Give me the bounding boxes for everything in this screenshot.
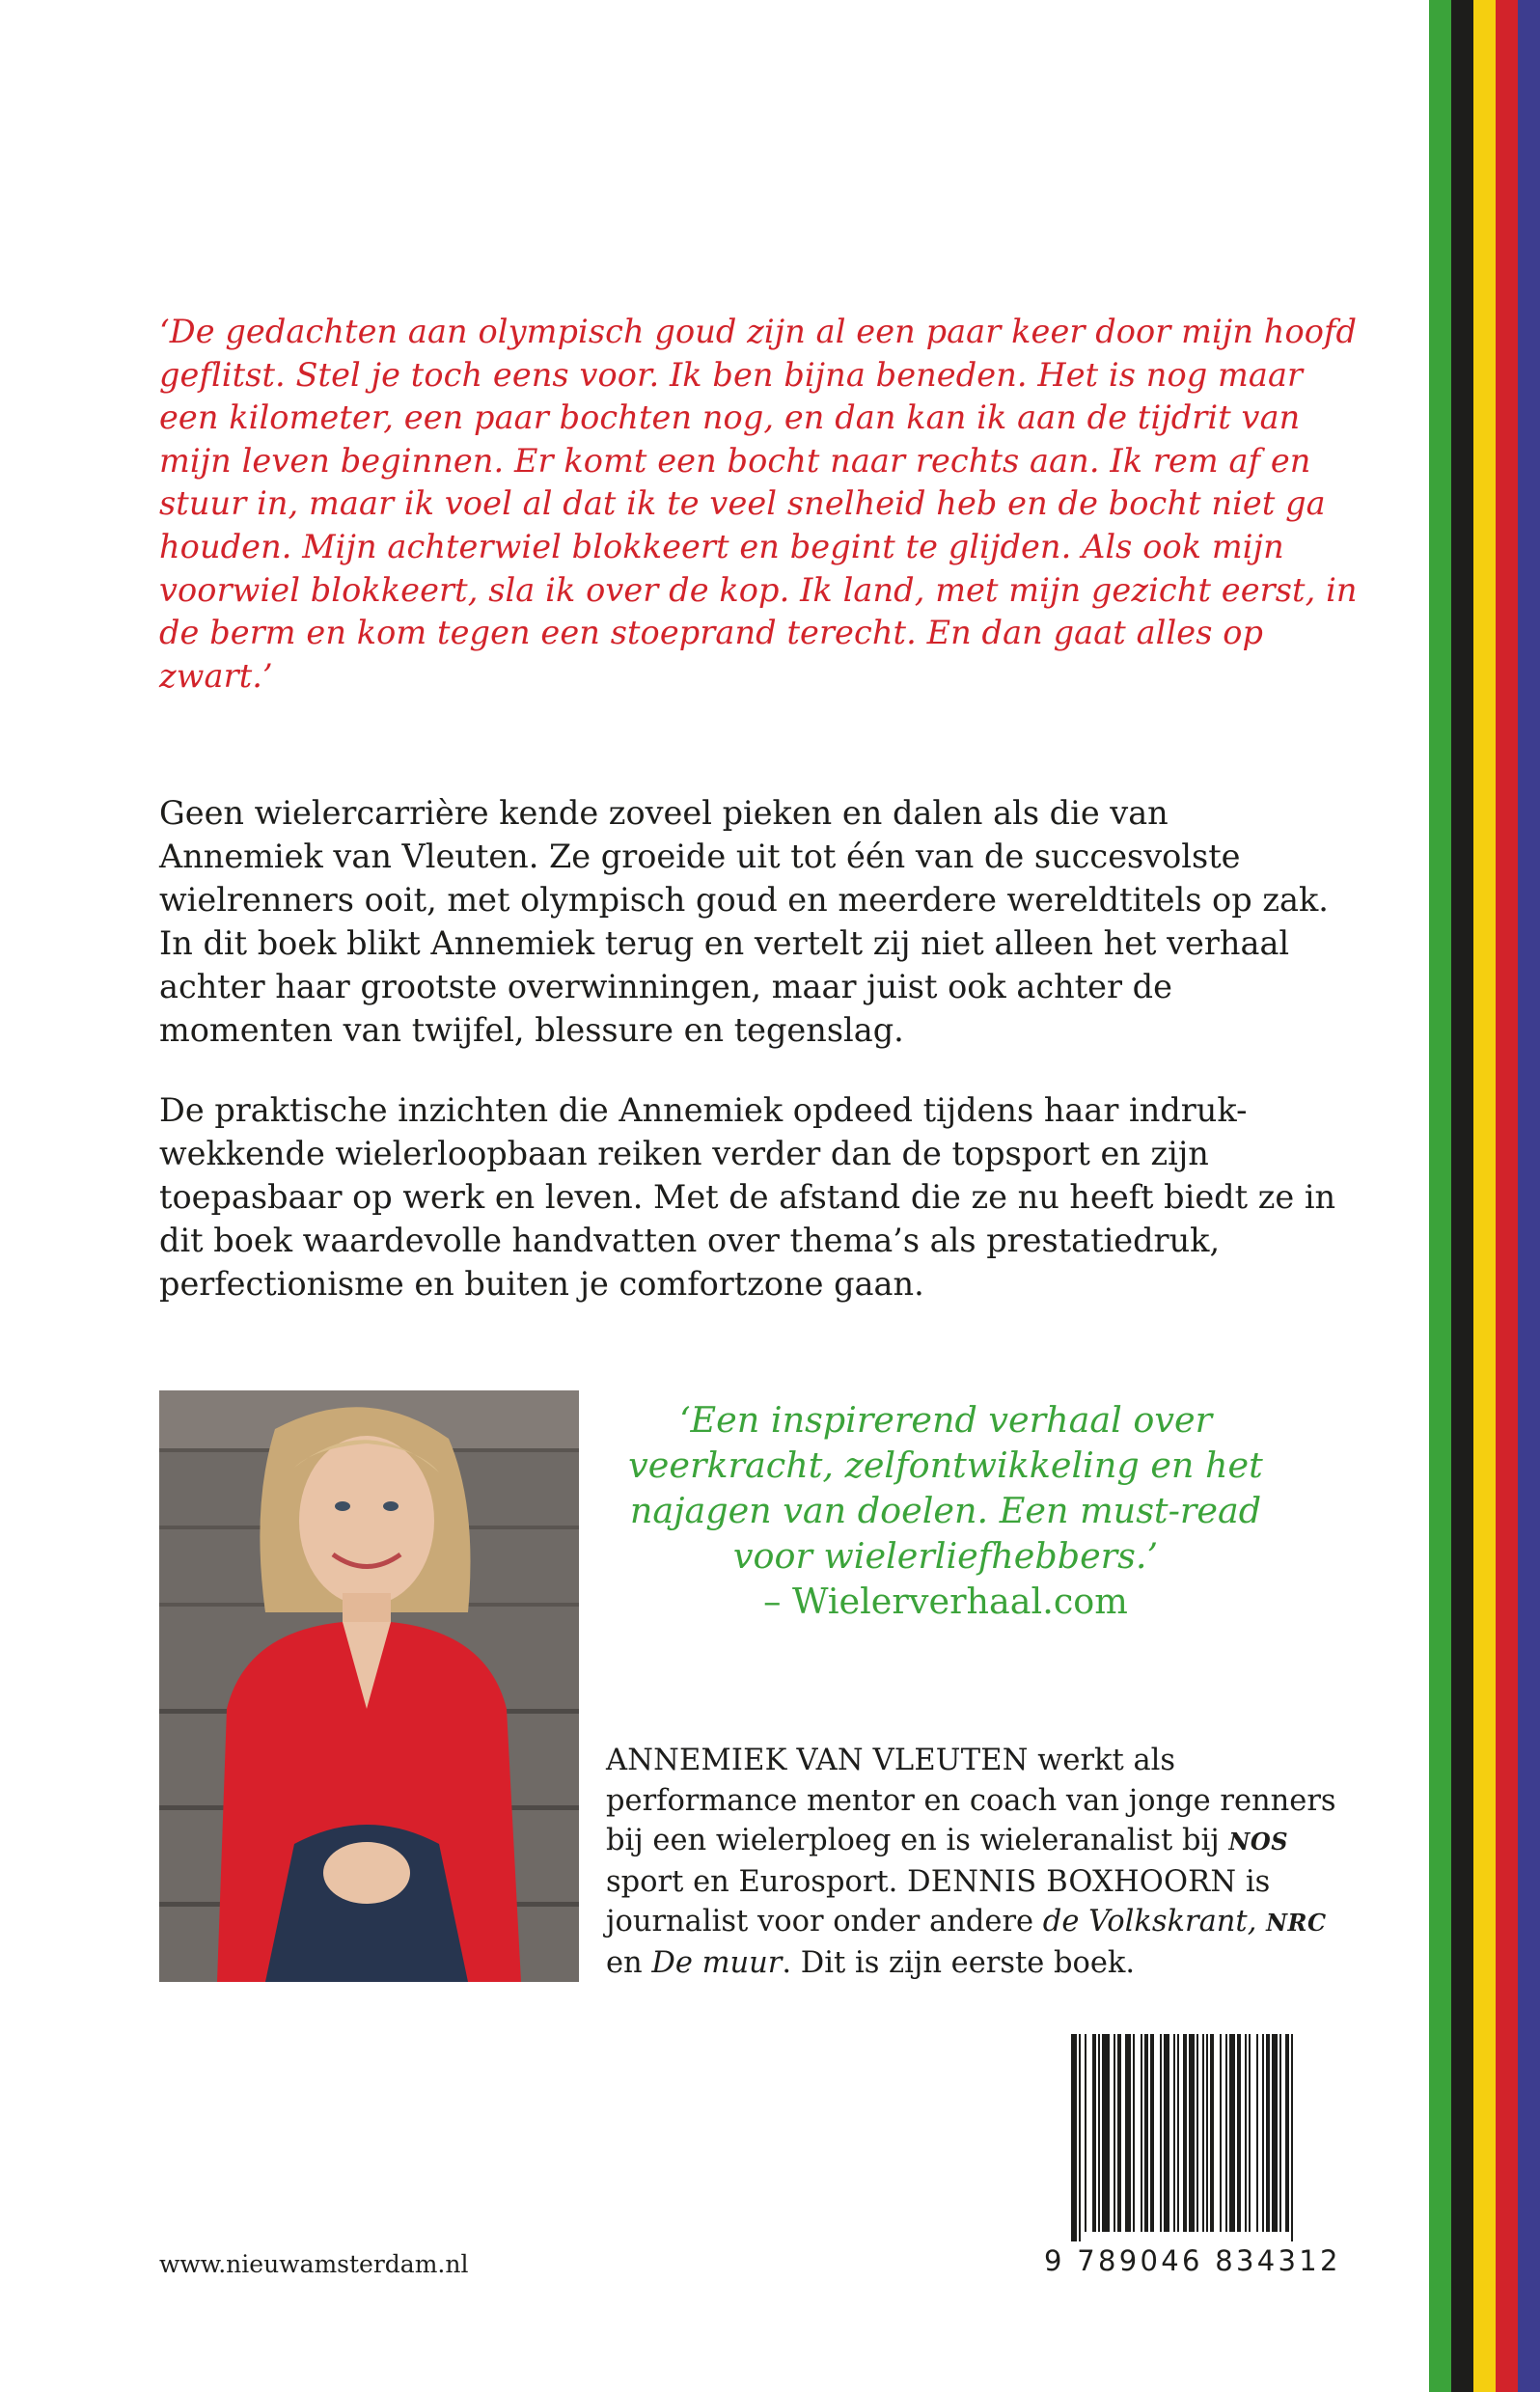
bio-media-volkskrant: de Volkskrant, xyxy=(1042,1905,1257,1938)
author-photo xyxy=(159,1390,579,1982)
blurb-paragraph-2: De praktische inzichten die Annemiek opdeed tijdens haar indruk-wekkende wielerloopbaan reiken verder dan de topsport en zijn toepasbaar op werk en leven. Met de afstand die ze nu heeft biedt ze in dit boek waardevolle handvatten over thema’s als prestatiedruk, perfectionisme en buiten je comfortzone gaan. xyxy=(159,1091,1336,1303)
barcode-bar xyxy=(1229,2034,1235,2232)
author-name-1: ANNEMIEK VAN VLEUTEN xyxy=(606,1744,1029,1777)
stripe-black xyxy=(1451,0,1473,2392)
publisher-website: www.nieuwamsterdam.nl xyxy=(159,2250,469,2278)
barcode-bar xyxy=(1092,2034,1096,2232)
barcode-bar xyxy=(1272,2034,1278,2232)
world-champion-stripes xyxy=(1429,0,1540,2392)
barcode-bar xyxy=(1125,2034,1131,2232)
bio-media-nrc: NRC xyxy=(1266,1909,1327,1937)
barcode-bar xyxy=(1189,2034,1195,2232)
barcode-bar xyxy=(1285,2034,1289,2232)
blurb-paragraph-1: Geen wielercarrière kende zoveel pieken en dalen als die van Annemiek van Vleuten. Ze groeide uit tot één van de succesvolste wielrenners ooit, met olympisch goud en meerdere wereldtitels op zak. In dit boek blikt Annemiek terug en vertelt zij niet alleen het verhaal achter haar grootste overwinningen, maar juist ook achter de momenten van twijfel, blessure en tegenslag. xyxy=(159,794,1329,1049)
barcode-bar xyxy=(1117,2034,1121,2232)
barcode-bar xyxy=(1183,2034,1187,2232)
barcode-bar xyxy=(1291,2034,1293,2241)
barcode-bar xyxy=(1249,2034,1251,2232)
praise-text: ‘Een inspirerend verhaal over veerkracht, zelfontwikkeling en het najagen van doelen. Een must-read voor wielerliefhebbers.’ xyxy=(628,1399,1263,1577)
praise-quote xyxy=(589,1397,1303,1624)
barcode-bar xyxy=(1085,2034,1086,2232)
barcode-bar xyxy=(1079,2034,1081,2241)
barcode-bar xyxy=(1279,2034,1281,2232)
stripe-red xyxy=(1496,0,1518,2392)
barcode-bar xyxy=(1102,2034,1110,2232)
barcode-bar xyxy=(1256,2034,1258,2232)
author-name-2: DENNIS BOXHOORN xyxy=(907,1864,1237,1899)
barcode-bar xyxy=(1114,2034,1115,2232)
barcode-bar xyxy=(1144,2034,1148,2232)
barcode-bar xyxy=(1150,2034,1154,2232)
barcode-bar xyxy=(1173,2034,1175,2232)
barcode-bar xyxy=(1071,2034,1077,2241)
author-bio xyxy=(606,1741,1359,1983)
bio-media-nos: NOS xyxy=(1228,1828,1289,1856)
barcode-bar xyxy=(1245,2034,1247,2232)
barcode-bar xyxy=(1220,2034,1222,2232)
barcode-bar xyxy=(1266,2034,1270,2232)
barcode-bar xyxy=(1141,2034,1142,2232)
bio-text-2: sport en Eurosport. xyxy=(606,1864,908,1899)
barcode-bar xyxy=(1206,2034,1208,2232)
barcode-bar xyxy=(1225,2034,1227,2232)
bio-media-demuur: De muur xyxy=(651,1945,783,1980)
bio-text-4: en xyxy=(606,1945,652,1980)
barcode-bar xyxy=(1202,2034,1204,2232)
bio-text-1: werkt als performance mentor en coach van jonge renners bij een wielerploeg en is wieleranalist bij xyxy=(606,1744,1336,1857)
excerpt-quote: ‘De gedachten aan olympisch goud zijn al een paar keer door mijn hoofd geflitst. Stel je toch eens voor. Ik ben bijna beneden. Het is nog maar een kilometer, een paar bochten nog, en dan kan ik aan de tijdrit van mijn leven beginnen. Er komt een bocht naar rechts aan. Ik rem af en stuur in, maar ik voel al dat ik te veel snelheid heb en de bocht niet ga houden. Mijn achterwiel blokkeert en begint te glijden. Als ook mijn voorwiel blokkeert, sla ik over de kop. Ik land, met mijn gezicht eerst, in de berm en kom tegen een stoeprand terecht. En dan gaat alles op zwart.’ xyxy=(159,313,1358,695)
barcode-bar xyxy=(1160,2034,1162,2232)
bio-text-3: is journalist voor onder andere xyxy=(606,1864,1271,1938)
stripe-yellow xyxy=(1473,0,1496,2392)
stripe-blue xyxy=(1518,0,1540,2392)
praise-source: – Wielerverhaal.com xyxy=(763,1581,1128,1622)
barcode-bar xyxy=(1210,2034,1214,2232)
barcode-bar xyxy=(1237,2034,1241,2232)
barcode-bar xyxy=(1133,2034,1135,2232)
barcode-bar xyxy=(1177,2034,1179,2232)
stripe-green xyxy=(1429,0,1451,2392)
barcode-bar xyxy=(1196,2034,1198,2232)
barcode-bar xyxy=(1164,2034,1169,2232)
barcode-bar xyxy=(1262,2034,1264,2232)
bio-text-5: . Dit is zijn eerste boek. xyxy=(782,1945,1136,1980)
barcode-bar xyxy=(1098,2034,1100,2232)
isbn-number: 9 789046 834312 xyxy=(1044,2244,1341,2277)
